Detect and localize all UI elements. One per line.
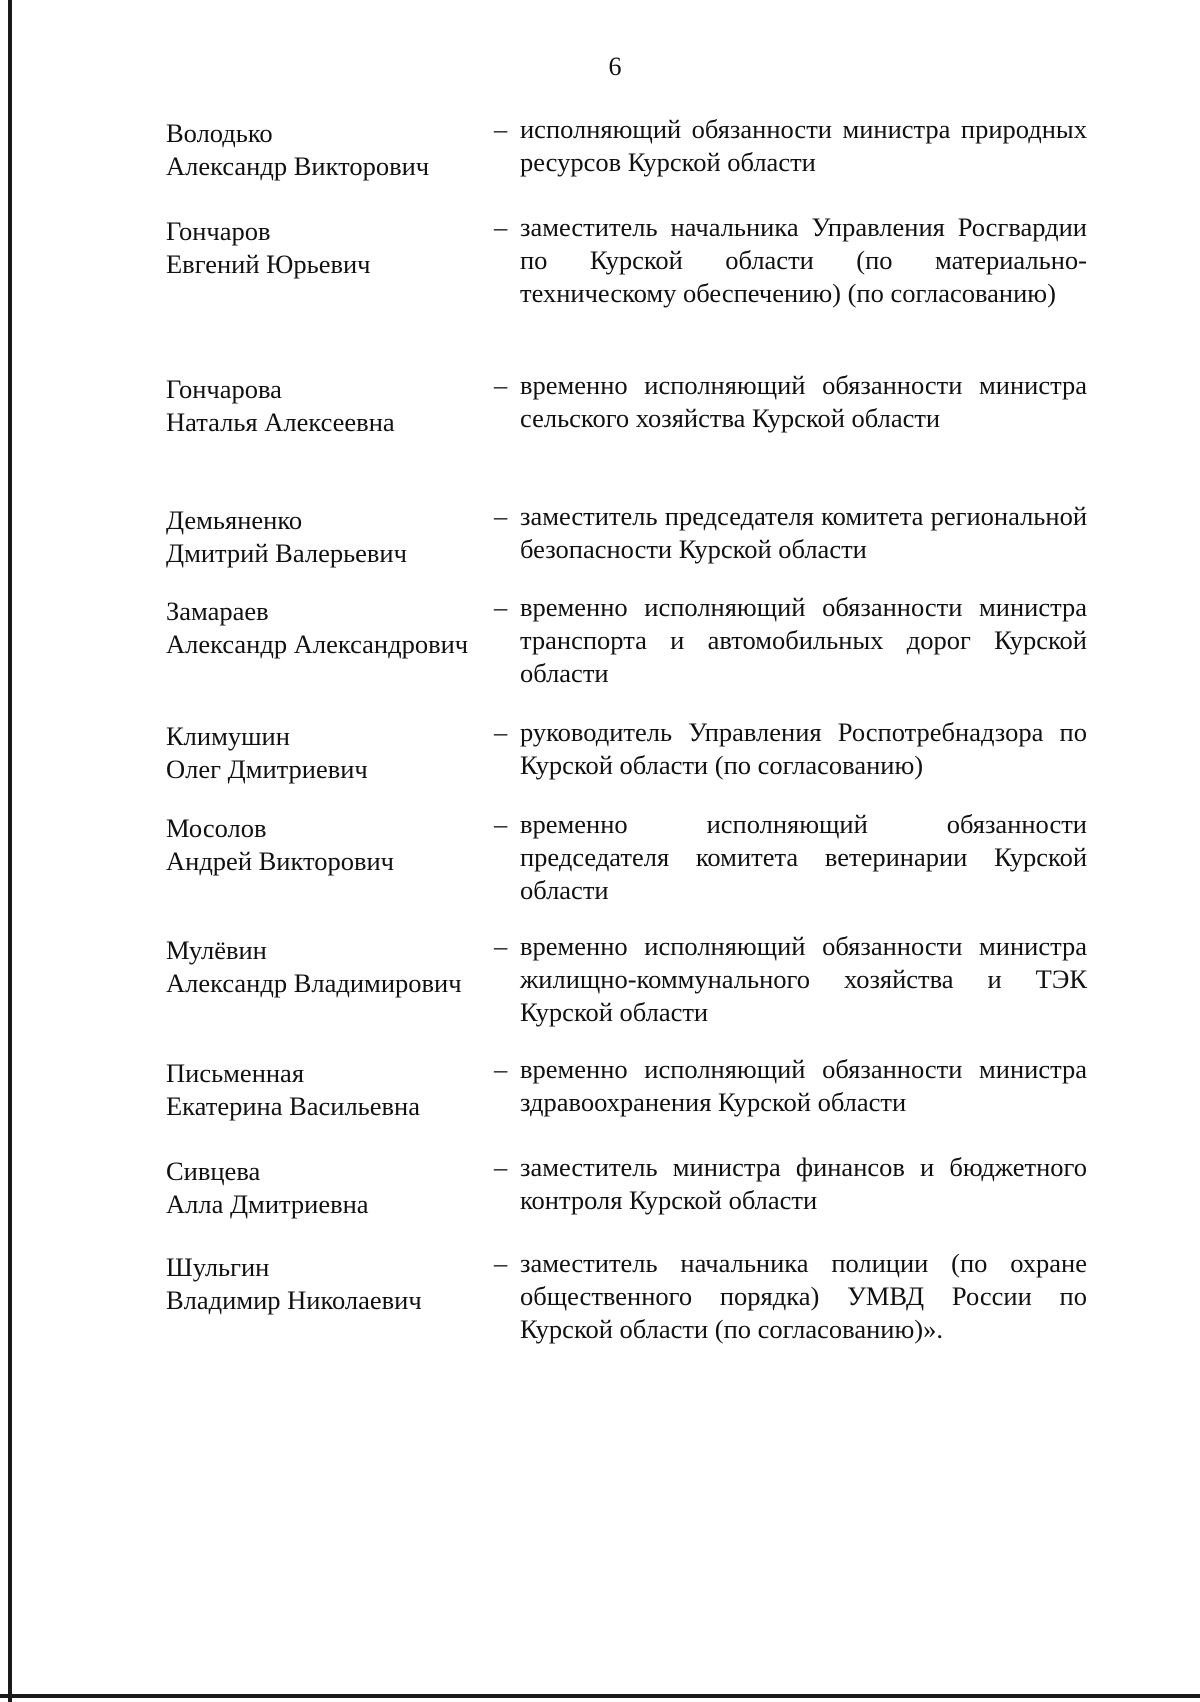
member-position <box>494 1053 1087 1119</box>
dash: – <box>494 114 508 144</box>
member-position <box>494 113 1087 179</box>
member-name <box>166 1057 506 1123</box>
member-position <box>494 930 1087 1029</box>
member-surname: Письменная <box>166 1058 305 1088</box>
member-surname: Демьяненко <box>166 505 303 535</box>
member-given-names: Александр Викторович <box>166 151 430 181</box>
member-name <box>166 934 506 1000</box>
member-given-names: Владимир Николаевич <box>166 1285 422 1315</box>
member-given-names: Екатерина Васильевна <box>166 1091 420 1121</box>
member-surname: Климушин <box>166 721 290 751</box>
member-surname: Замараев <box>166 596 269 626</box>
member-name <box>166 812 506 878</box>
position-text: временно исполняющий обязанности министра жилищно-коммунального хозяйства и ТЭК Курской области <box>520 931 1087 1027</box>
member-position <box>494 591 1087 690</box>
member-name <box>166 720 506 786</box>
dash: – <box>494 1248 508 1278</box>
dash: – <box>494 370 508 400</box>
member-name <box>166 595 506 661</box>
member-given-names: Наталья Алексеевна <box>166 407 395 437</box>
position-text: временно исполняющий обязанности министра сельского хозяйства Курской области <box>520 370 1087 433</box>
dash: – <box>494 1152 508 1182</box>
member-position <box>494 1247 1087 1346</box>
member-position <box>494 211 1087 310</box>
member-name <box>166 117 506 183</box>
dash: – <box>494 931 508 961</box>
member-given-names: Дмитрий Валерьевич <box>166 538 407 568</box>
member-surname: Сивцева <box>166 1156 261 1186</box>
position-text: заместитель председателя комитета региональной безопасности Курской области <box>520 501 1087 564</box>
member-surname: Володько <box>166 118 273 148</box>
member-given-names: Александр Владимирович <box>166 968 462 998</box>
member-name <box>166 1251 506 1317</box>
dash: – <box>494 212 508 242</box>
member-name <box>166 1155 506 1221</box>
dash: – <box>494 1054 508 1084</box>
member-surname: Шульгин <box>166 1252 270 1282</box>
position-text: заместитель начальника Управления Росгвардии по Курской области (по материально-техническому обеспечению) (по согласованию) <box>520 212 1087 308</box>
member-given-names: Андрей Викторович <box>166 846 395 876</box>
dash: – <box>494 592 508 622</box>
position-text: заместитель начальника полиции (по охране общественного порядка) УМВД России по Курской области (по согласованию)». <box>520 1248 1087 1344</box>
member-surname: Гончаров <box>166 216 271 246</box>
position-text: временно исполняющий обязанности министра здравоохранения Курской области <box>520 1054 1087 1117</box>
position-text: руководитель Управления Роспотребнадзора по Курской области (по согласованию) <box>520 717 1087 780</box>
position-text: временно исполняющий обязанности министра транспорта и автомобильных дорог Курской области <box>520 592 1087 688</box>
dash: – <box>494 501 508 531</box>
member-name <box>166 215 506 281</box>
member-position <box>494 1151 1087 1217</box>
member-given-names: Олег Дмитриевич <box>166 754 368 784</box>
position-text: временно исполняющий обязанности председателя комитета ветеринарии Курской области <box>520 809 1087 905</box>
member-surname: Мулёвин <box>166 935 267 965</box>
member-given-names: Алла Дмитриевна <box>166 1189 369 1219</box>
member-position <box>494 500 1087 566</box>
member-position <box>494 808 1087 907</box>
page-number: 6 <box>608 52 622 81</box>
member-given-names: Александр Александрович <box>166 629 469 659</box>
member-surname: Мосолов <box>166 813 267 843</box>
dash: – <box>494 717 508 747</box>
member-surname: Гончарова <box>166 374 282 404</box>
dash: – <box>494 809 508 839</box>
member-name <box>166 504 506 570</box>
member-given-names: Евгений Юрьевич <box>166 249 371 279</box>
member-position <box>494 716 1087 782</box>
position-text: заместитель министра финансов и бюджетного контроля Курской области <box>520 1152 1087 1215</box>
member-position <box>494 369 1087 435</box>
position-text: исполняющий обязанности министра природных ресурсов Курской области <box>520 114 1087 177</box>
member-name <box>166 373 506 439</box>
